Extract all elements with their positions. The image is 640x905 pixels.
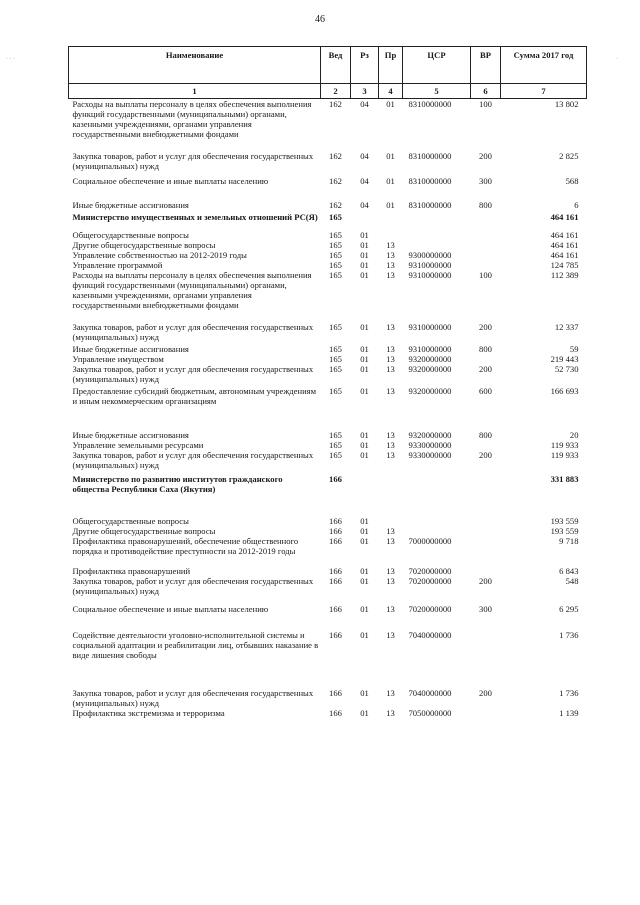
row-pr [379,494,403,526]
table-row [69,384,587,406]
row-vr: 300 [479,604,492,614]
row-vr: 800 [479,430,492,440]
row-vr: 200 [479,322,492,332]
row-sum: 6 843 [559,566,579,576]
row-pr: 13 [386,430,395,440]
row-pr: 13 [386,708,395,718]
row-vr [471,494,501,526]
row-csr: 9320000000 [408,430,452,440]
column-number-row [69,84,587,99]
row-name: Закупка товаров, работ и услуг для обеспечения государственных (муниципальных) нужд [72,322,314,342]
row-sum: 1 736 [559,688,579,698]
row-vr [471,526,501,536]
row-pr: 13 [386,386,395,396]
row-ved: 166 [329,474,342,484]
row-pr: 13 [386,344,395,354]
row-rz: 01 [360,250,369,260]
row-ved: 165 [329,344,342,354]
table-row [69,596,587,614]
row-name: Другие общегосударственные вопросы [72,240,216,250]
row-name: Социальное обеспечение и иные выплаты населению [72,176,269,186]
row-name: Иные бюджетные ассигнования [72,200,189,210]
row-ved: 165 [329,440,342,450]
row-name: Профилактика правонарушений, обеспечение общественного порядка и противодействие преступности на 2012-2019 годы [72,536,299,556]
row-vr [471,708,501,718]
row-pr: 13 [386,260,395,270]
table-row [69,270,587,310]
row-rz: 01 [360,270,369,280]
header-name: Наименование [69,47,321,84]
row-rz: 01 [360,430,369,440]
table-row [69,171,587,186]
row-csr [403,494,471,526]
row-pr: 13 [386,526,395,536]
row-rz: 01 [360,450,369,460]
row-sum: 193 559 [550,516,579,526]
table-row [69,186,587,210]
row-rz: 01 [360,386,369,396]
row-pr: 13 [386,354,395,364]
row-ved: 165 [329,270,342,280]
row-csr: 9320000000 [408,354,452,364]
row-name: Закупка товаров, работ и услуг для обеспечения государственных (муниципальных) нужд [72,576,314,596]
table-row [69,536,587,556]
row-rz: 01 [360,364,369,374]
row-csr: 9330000000 [408,450,452,460]
row-rz: 01 [360,688,369,698]
row-sum: 464 161 [550,212,579,222]
row-csr [403,526,471,536]
row-csr [403,210,471,222]
row-pr: 01 [386,176,395,186]
row-vr: 100 [479,99,492,109]
row-pr: 13 [386,250,395,260]
row-rz: 01 [360,516,369,526]
row-ved: 165 [329,250,342,260]
row-name: Другие общегосударственные вопросы [72,526,216,536]
table-row [69,450,587,470]
row-name: Предоставление субсидий бюджетным, автономным учреждениям и иным некоммерческим организациям [72,386,317,406]
table-row [69,556,587,576]
row-vr [471,222,501,240]
row-rz [351,210,379,222]
row-sum: 13 802 [554,99,579,109]
col-number: 6 [471,84,501,99]
row-vr [471,210,501,222]
row-pr [379,222,403,240]
row-vr: 200 [479,688,492,698]
row-pr: 13 [386,364,395,374]
row-sum: 12 337 [554,322,579,332]
row-name: Управление собственностью на 2012-2019 годы [72,250,247,260]
row-csr: 7000000000 [408,536,452,546]
row-name: Закупка товаров, работ и услуг для обеспечения государственных (муниципальных) нужд [72,688,314,708]
row-sum: 464 161 [550,240,579,250]
row-sum: 568 [565,176,579,186]
row-vr: 100 [479,270,492,280]
row-name: Иные бюджетные ассигнования [72,344,189,354]
row-pr: 13 [386,630,395,640]
row-ved: 166 [329,630,342,640]
row-sum: 6 [574,200,579,210]
table-row [69,222,587,240]
row-ved: 165 [329,430,342,440]
row-csr [403,240,471,250]
row-name: Иные бюджетные ассигнования [72,430,189,440]
row-ved: 165 [329,240,342,250]
row-sum: 119 933 [550,440,579,450]
row-rz: 04 [360,99,369,109]
row-ved: 165 [329,386,342,396]
row-name: Социальное обеспечение и иные выплаты населению [72,604,269,614]
row-csr: 9310000000 [408,260,452,270]
table-row [69,614,587,660]
row-csr: 7020000000 [408,566,452,576]
table-row [69,139,587,171]
row-name: Закупка товаров, работ и услуг для обеспечения государственных (муниципальных) нужд [72,450,314,470]
col-number: 2 [321,84,351,99]
row-vr [471,240,501,250]
row-csr: 9320000000 [408,386,452,396]
table-row [69,526,587,536]
row-name: Управление имуществом [72,354,164,364]
margin-scan-mark-left: · · · [6,56,15,62]
row-ved: 166 [329,526,342,536]
row-ved: 162 [329,200,342,210]
row-name: Управление земельными ресурсами [72,440,204,450]
row-name: Закупка товаров, работ и услуг для обеспечения государственных (муниципальных) нужд [72,151,314,171]
col-number: 7 [501,84,587,99]
row-pr: 13 [386,322,395,332]
row-pr: 01 [386,200,395,210]
table-row [69,660,587,708]
table-row [69,342,587,354]
row-sum: 6 295 [559,604,579,614]
row-ved: 165 [329,212,342,222]
row-vr: 200 [479,364,492,374]
row-csr [403,222,471,240]
row-ved: 166 [329,536,342,546]
row-rz: 04 [360,176,369,186]
row-csr: 9300000000 [408,250,452,260]
row-sum: 331 883 [550,474,579,484]
row-name: Министерство по развитию институтов гражданского общества Республики Саха (Якутия) [72,474,283,494]
row-vr [471,354,501,364]
row-ved: 162 [329,151,342,161]
row-name: Содействие деятельности уголовно-исполнительной системы и социальной адаптации и реабилитации лиц, отбывших наказание в виде лишения свободы [72,630,319,660]
row-csr: 7040000000 [408,688,452,698]
row-rz: 04 [360,151,369,161]
budget-table [68,46,587,718]
row-csr: 9310000000 [408,322,452,332]
row-rz: 01 [360,322,369,332]
row-sum: 9 718 [559,536,579,546]
col-number: 5 [403,84,471,99]
row-name: Министерство имущественных и земельных отношений РС(Я) [72,212,318,222]
row-name: Профилактика правонарушений [72,566,191,576]
row-rz: 04 [360,200,369,210]
row-name: Закупка товаров, работ и услуг для обеспечения государственных (муниципальных) нужд [72,364,314,384]
row-sum: 166 693 [550,386,579,396]
row-ved: 166 [329,688,342,698]
row-csr: 8310000000 [408,99,452,109]
row-pr: 01 [386,151,395,161]
row-rz: 01 [360,630,369,640]
row-vr [471,470,501,494]
header-csr: ЦСР [403,47,471,84]
row-vr: 800 [479,200,492,210]
row-rz: 01 [360,240,369,250]
row-csr: 9310000000 [408,270,452,280]
margin-scan-mark-right: · [616,56,618,62]
row-sum: 59 [569,344,579,354]
row-rz: 01 [360,708,369,718]
row-vr [471,250,501,260]
row-pr: 13 [386,450,395,460]
table-row [69,576,587,596]
header-rz: Рз [351,47,379,84]
row-pr: 13 [386,270,395,280]
row-sum: 112 389 [550,270,579,280]
row-vr [471,536,501,556]
row-pr: 13 [386,536,395,546]
row-csr: 7050000000 [408,708,452,718]
row-sum: 119 933 [550,450,579,460]
row-vr: 200 [479,151,492,161]
row-rz: 01 [360,604,369,614]
row-name: Управление программой [72,260,163,270]
row-name: Общегосударственные вопросы [72,230,189,240]
header-ved: Вед [321,47,351,84]
row-ved: 165 [329,230,342,240]
row-name: Профилактика экстремизма и терроризма [72,708,225,718]
row-ved: 165 [329,260,342,270]
row-sum: 548 [565,576,579,586]
header-vr: ВР [471,47,501,84]
row-ved: 162 [329,99,342,109]
row-ved: 165 [329,322,342,332]
row-ved: 162 [329,176,342,186]
table-row [69,364,587,384]
row-ved: 165 [329,354,342,364]
table-row [69,354,587,364]
row-rz: 01 [360,260,369,270]
row-sum: 193 559 [550,526,579,536]
row-name: Общегосударственные вопросы [72,516,189,526]
row-rz: 01 [360,566,369,576]
row-vr: 300 [479,176,492,186]
table-row [69,470,587,494]
col-number: 1 [69,84,321,99]
row-ved: 165 [329,364,342,374]
table-row [69,406,587,440]
col-number: 3 [351,84,379,99]
row-csr: 7040000000 [408,630,452,640]
row-pr: 13 [386,604,395,614]
row-sum: 1 736 [559,630,579,640]
row-rz [351,470,379,494]
table-row [69,250,587,260]
row-rz: 01 [360,536,369,546]
row-ved: 166 [329,604,342,614]
table-row [69,210,587,222]
row-pr: 13 [386,566,395,576]
row-csr [403,470,471,494]
row-rz: 01 [360,230,369,240]
row-csr: 8310000000 [408,200,452,210]
row-ved: 166 [329,566,342,576]
page-number: 46 [315,14,325,25]
table-row [69,310,587,342]
row-pr: 13 [386,240,395,250]
row-sum: 52 730 [554,364,579,374]
table-header-row [69,47,587,84]
row-rz: 01 [360,354,369,364]
row-sum: 464 161 [550,230,579,240]
row-ved: 166 [329,516,342,526]
row-pr: 01 [386,99,395,109]
row-vr [471,440,501,450]
row-sum: 2 825 [559,151,579,161]
row-pr [379,210,403,222]
row-csr: 7020000000 [408,604,452,614]
row-rz: 01 [360,440,369,450]
header-pr: Пр [379,47,403,84]
row-ved: 166 [329,576,342,586]
row-vr: 200 [479,450,492,460]
table-row [69,494,587,526]
row-rz: 01 [360,576,369,586]
table-body [69,99,587,719]
row-ved: 165 [329,450,342,460]
row-sum: 1 139 [559,708,579,718]
table-row [69,708,587,718]
row-sum: 124 785 [550,260,579,270]
row-csr: 9330000000 [408,440,452,450]
row-vr [471,260,501,270]
row-name: Расходы на выплаты персоналу в целях обеспечения выполнения функций государственными (муниципальными) органами, казенными учреждениями, органами управления государственными внебюджетными фондами [72,99,312,139]
row-sum: 464 161 [550,250,579,260]
row-name: Расходы на выплаты персоналу в целях обеспечения выполнения функций государственными (муниципальными) органами, казенными учреждениями, органами управления государственными внебюджетными фондами [72,270,312,310]
row-vr: 200 [479,576,492,586]
row-vr: 800 [479,344,492,354]
table-row [69,240,587,250]
row-csr: 9310000000 [408,344,452,354]
row-sum: 20 [569,430,579,440]
row-pr [379,470,403,494]
table-row [69,260,587,270]
row-csr: 9320000000 [408,364,452,374]
row-pr: 13 [386,688,395,698]
row-sum: 219 443 [550,354,579,364]
row-vr: 600 [479,386,492,396]
row-vr [471,614,501,660]
row-csr: 8310000000 [408,176,452,186]
row-csr: 7020000000 [408,576,452,586]
header-sum: Сумма 2017 год [501,47,587,84]
table-row [69,99,587,140]
row-pr: 13 [386,576,395,586]
table-row [69,440,587,450]
col-number: 4 [379,84,403,99]
row-rz: 01 [360,344,369,354]
row-csr: 8310000000 [408,151,452,161]
row-vr [471,556,501,576]
row-rz: 01 [360,526,369,536]
row-ved: 166 [329,708,342,718]
row-pr: 13 [386,440,395,450]
